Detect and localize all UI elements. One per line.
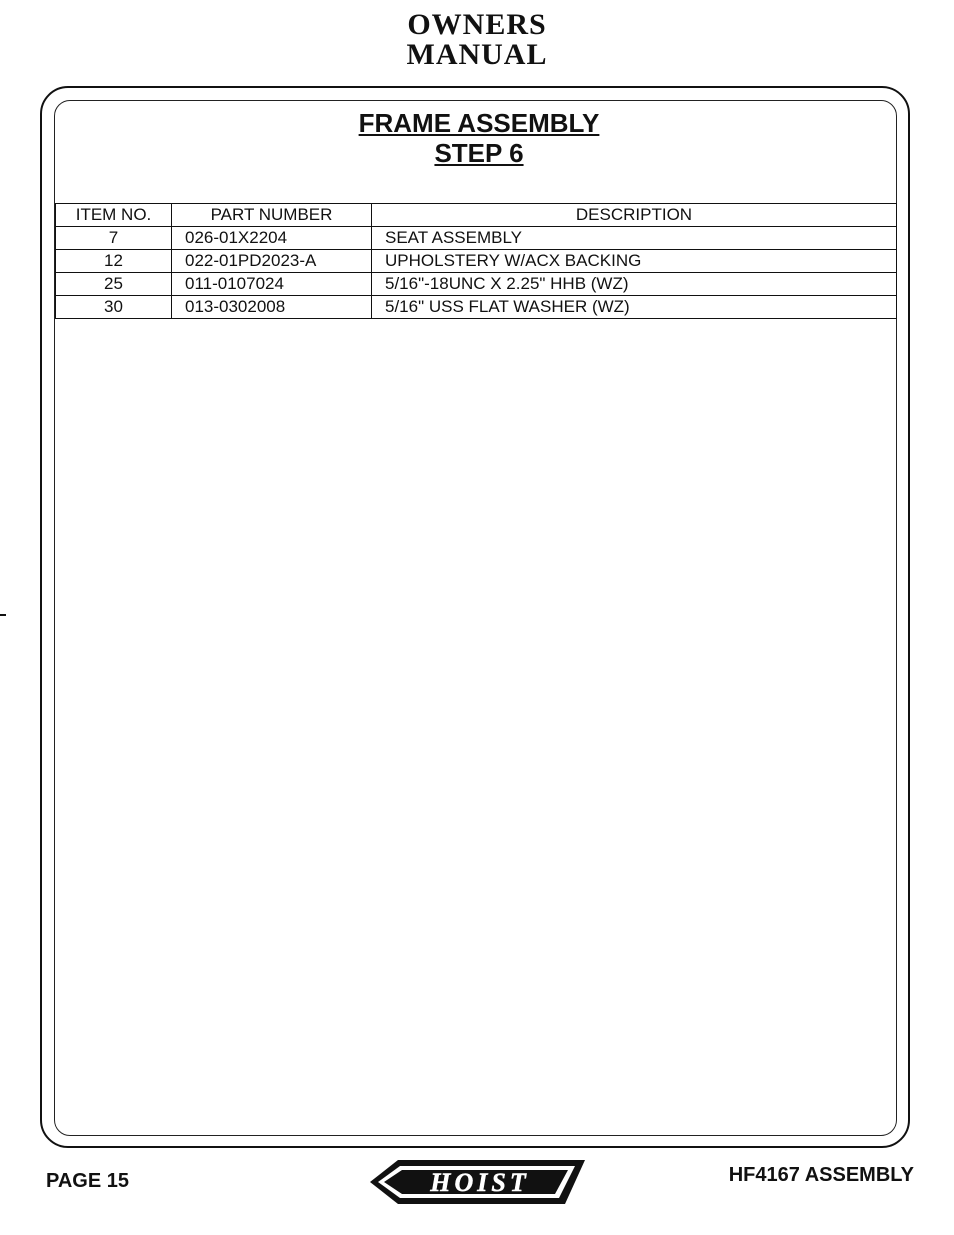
- column-header-item: ITEM NO.: [56, 204, 172, 227]
- table-header-row: [56, 204, 897, 227]
- section-step: STEP 6: [434, 138, 524, 168]
- table-row: [56, 227, 897, 250]
- section-title-block: [54, 108, 904, 168]
- column-header-part: PART NUMBER: [172, 204, 372, 227]
- item-number: 12: [56, 250, 172, 273]
- manual-header: [0, 10, 954, 70]
- table-row: [56, 296, 897, 319]
- section-title: FRAME ASSEMBLY: [358, 108, 600, 138]
- table-row: [56, 273, 897, 296]
- table-row: [56, 250, 897, 273]
- item-number: 25: [56, 273, 172, 296]
- part-description: SEAT ASSEMBLY: [372, 227, 897, 250]
- page-number: PAGE 15: [46, 1170, 129, 1192]
- header-line-2: MANUAL: [406, 38, 548, 71]
- part-description: 5/16" USS FLAT WASHER (WZ): [372, 296, 897, 319]
- item-number: 7: [56, 227, 172, 250]
- hoist-logo: [370, 1150, 585, 1212]
- header-line-1: OWNERS: [407, 8, 547, 41]
- column-header-description: DESCRIPTION: [372, 204, 897, 227]
- svg-text:HOIST: HOIST: [430, 1168, 530, 1197]
- part-number: 011-0107024: [172, 273, 372, 296]
- document-code: HF4167 ASSEMBLY: [728, 1164, 914, 1186]
- part-description: 5/16"-18UNC X 2.25" HHB (WZ): [372, 273, 897, 296]
- part-description: UPHOLSTERY W/ACX BACKING: [372, 250, 897, 273]
- part-number: 013-0302008: [172, 296, 372, 319]
- part-number: 022-01PD2023-A: [172, 250, 372, 273]
- item-number: 30: [56, 296, 172, 319]
- part-number: 026-01X2204: [172, 227, 372, 250]
- parts-table: [55, 203, 897, 319]
- margin-mark: [0, 614, 6, 616]
